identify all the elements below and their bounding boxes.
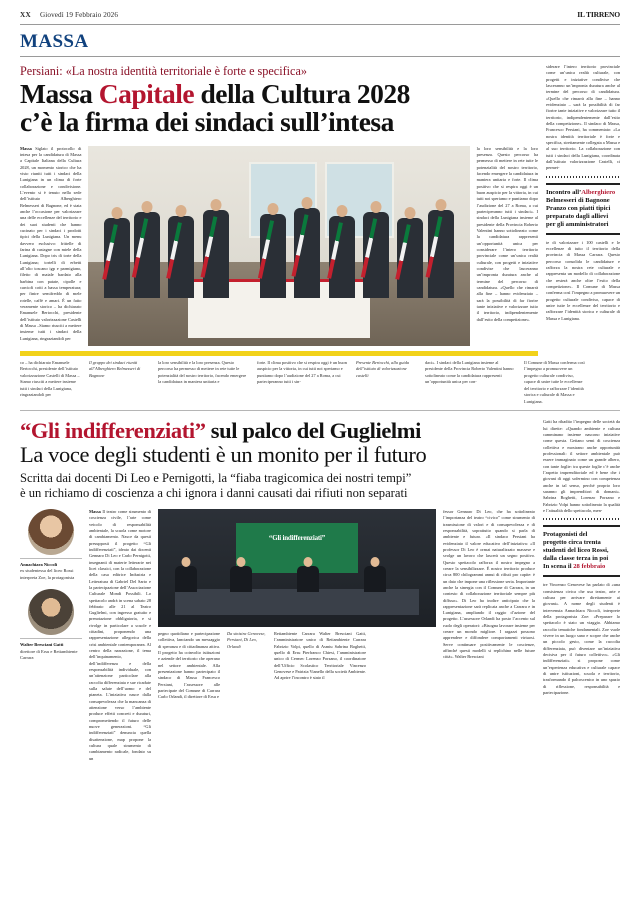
column-text	[477, 146, 538, 323]
boxed2-line-3: studenti del liceo Rossi,	[543, 547, 609, 555]
caption-text: daci». I sindaci della Lunigiana insieme al presidente della Provincia Roberto Valentini hanno sottolineato come la candidatura rappresenti un’opportunità unica per con-	[425, 359, 514, 385]
dateline: Massa	[89, 508, 101, 514]
avatar	[28, 589, 74, 635]
boxed2-line-5-pre: In scena il	[543, 563, 574, 571]
masthead-divider	[20, 24, 620, 25]
boxed-headline-text	[546, 189, 620, 229]
article-main-rail	[546, 64, 620, 346]
article-column-2	[477, 146, 538, 346]
boxed-kicker-pre: Incontro all’	[546, 188, 582, 196]
secondary-column-3	[274, 631, 366, 701]
caption-cell	[158, 360, 250, 406]
caption-cell	[425, 360, 517, 406]
secondary-headline-line-2: La voce degli studenti è un monito per il futuro	[20, 441, 427, 467]
boxed-kicker-red: Alberghiero	[581, 188, 616, 196]
masthead-left	[20, 11, 118, 19]
stage-table	[175, 589, 420, 615]
portrait-caption	[20, 558, 82, 582]
photo-person	[168, 216, 194, 298]
photo-person	[203, 210, 229, 298]
article-photo-stage	[158, 509, 436, 627]
column-text	[89, 509, 151, 762]
article-secondary	[20, 419, 620, 762]
article-main-columns	[20, 146, 538, 346]
rail2-text-top: Gatti ha ribadito l’impegno delle società da lui dirette: «Quando ambiente e cultura camminano insieme nascono iniziative come questa. Gettano semi di coscienza collettiva e mostrano anche opportunità professionali: il settore ambientale può essere immaginato come un grande albero, con tante foglie: tra queste foglie c’è anche l’aspetto imprenditoriale ed è bene che i giovani di oggi sofermino con competenza anche in tal senso, perché proprio loro saranno gli imprenditori di domani». Sabrina Boghetti, Lorenzo Porzano e Fabrizio Volpi hanno sottolineato la qualità e l’attualità dello spettacolo, men-	[543, 419, 620, 513]
column-2-text: la loro sensibilità e la loro presenza. Questo percorso ha permesso di mettere in rete tutte le potenzialità del nostro territorio, facendo emergere la candidatura in maniera unitaria e forte. Il clima positivo che si respira oggi è un buon auspicio per la vittoria, in cui tutti noi speriamo e puntiamo dopo l’audizione del 27 a Roma, a cui parteciperanno tutti i sindaci». I sindaci della Lunigiana insieme al presidente della Provincia Roberto Valentini hanno sottolineato come la candidatura rappresenti un’opportunità unica per considerare l’intero territorio provinciale come un’unica realtà culturale, con progetti e iniziative condivise che lasceranno un’impronta duratura anche al termine del percorso di candidatura. «Quello che rimarrà alla fine – hanno evidenziato – sarà la possibilità di far fiorire tante iniziative e valorizzare tutto il territorio, indipendentemente dall’esito della competizione».	[476, 145, 538, 322]
photo-person	[104, 218, 130, 298]
caption-cell	[524, 360, 586, 406]
headline-line-2: c’è la firma dei sindaci sull’intesa	[20, 106, 394, 138]
photo-caption: Da sinistra Genovese, Persiani, Di Leo, Orlandi	[227, 630, 266, 649]
boxed2-line-4: dalla classe terza in poi	[543, 555, 609, 563]
avatar	[28, 509, 74, 555]
rail2-boxed-headline	[543, 525, 620, 577]
photo-caption: Presente Bertocchi, alla guida dell’istituto di valorizzazione castelli	[356, 359, 409, 378]
article-column-1	[20, 146, 81, 346]
stage-person	[230, 566, 252, 592]
caption-cell	[20, 360, 82, 406]
article-main-body	[20, 64, 538, 346]
stage-person	[175, 566, 197, 592]
portrait-name: Walter Bresciani Gatti	[20, 642, 64, 648]
headline-part-2: della Cultura 2028	[194, 78, 410, 110]
stage-banner	[236, 523, 358, 573]
column-text: Retiambiente Carrara Walter Bresciani Gatti, l’amministratore unico di Retiambiente Carrara Fabrizio Volpi, quello di Asmiu Sabrina Boghetti, quello di Ersu Pierfranco Chiesi, l’amministratore unico di Cermec Lorenzo Porzano, il coordinatore dell’Ufficio Scolastico Territoriale Vincenzo Genovese e Patrizia Vianello della società Ambiente. Ad aprire l’incontro è stato il	[274, 630, 366, 681]
publication-logo: IL TIRRENO	[577, 10, 620, 19]
secondary-headline-rest: sul palco del Guglielmi	[205, 418, 421, 444]
caption-text: forte. Il clima positivo che si respira oggi è un buon auspicio per la vittoria, in cui tutti noi speriamo e puntiamo dopo l’audizione del 27 a Roma, a cui parteciperanno tutti i sin-	[257, 359, 347, 385]
section-divider	[20, 56, 620, 57]
yellow-accent-bar	[20, 351, 538, 356]
column-text	[20, 146, 81, 342]
photo-person	[329, 216, 355, 298]
boxed2-line-1: Protagonisti del	[543, 531, 588, 539]
rail-text-top: siderare l’intero territorio provinciale come un’unica realtà culturale, con progetti e iniziative condivise che lasceranno un’impronta duratura anche al termine del percorso di candidatura. «Quello che rimarrà alla fine – hanno evidenziato – sarà la possibilità di far fiorire tante iniziative e valorizzare tutto il territorio, indipendentemente dall’esito della competizione». Il sindaco di Massa, Francesco Persiani, ha commentato: «La nostra identità territoriale è forte e specifica, strettamente collegata a Massa e al suo territorio. La collaborazione con tutti i sindaci della Lunigiana, coordinata dall’istituto valorizzazione Castelli, ci permet-	[546, 64, 620, 171]
photo-person	[428, 210, 454, 298]
secondary-photo-caption	[227, 631, 267, 701]
caption-strip	[20, 360, 620, 412]
stage-banner-text: “Gli indifferenziati”	[268, 534, 326, 543]
rail2-divider	[543, 518, 620, 520]
boxed2-date: 28 febbraio	[573, 563, 606, 571]
secondary-column-4	[443, 509, 535, 762]
portrait-name: Annachiara Niccoli	[20, 561, 58, 567]
caption-cell	[89, 360, 151, 406]
secondary-column-1-text: Il teatro come strumento di coscienza civile, l’arte come veicolo di responsabilità ambientale, la scuola come motore di cambiamento. Nasce da questi presupposti il progetto “Gli indifferenziati”, ideato dai docenti Gennaro Di Leo e Carlo Pernigotti, insegnanti di materie letterarie nei licei classici, con la collaborazione della casa editrice Industria e Letteratura di Gabriel Del Sarto e la partecipazione dell’Associazione Culturale Mondi Possibili. Lo spettacolo andrà in scena sabato 28 febbraio alle 21 al Teatro Guglielmi, con ingresso gratuito e prenotazione obbligatoria, e si rivolge in particolare a scuole e cittadini, proponendo una rappresentazione allegorica della crisi ambientale contemporanea. Al centro della narrazione, il tema dell’inquinamento, dell’indifferenza e della responsabilità individuale, con un’attenzione particolare alla raccolta differenziata e sue ricadute sulla salute dell’uomo e del pianeta. L’iniziativa nasce dalla consapevolezza che la mancanza di attenzione verso l’ambiente produce effetti concreti e duraturi, compromettendo il futuro delle nuove generazioni. “Gli indifferenziati” denuncia quella disattenzione, map propone la cultura quale strumento di cambiamento radicale, fondato su un	[89, 508, 151, 761]
boxed-line-5: per gli amministratori	[546, 220, 609, 228]
stage-person	[364, 566, 386, 592]
photo-person	[260, 214, 286, 298]
secondary-headline	[20, 419, 535, 443]
page-number: XX	[20, 11, 31, 19]
portrait-role: direttore di Ersu e Retiambiente Carrara	[20, 648, 78, 661]
photo-caption: Il gruppo dei sindaci riuniti all’Alberghiero Belmesseri di Bagnone	[89, 359, 141, 378]
article-secondary-rail	[543, 419, 620, 762]
subhead-line-2: è un richiamo di coscienza a chi ignora i danni causati dai rifiuti non separati	[20, 486, 408, 501]
portrait-caption	[20, 638, 82, 662]
secondary-subhead	[20, 471, 535, 501]
caption-cell	[356, 360, 418, 406]
dateline: Massa	[20, 145, 32, 151]
article-secondary-body	[20, 419, 535, 762]
section-title: MASSA	[20, 31, 89, 52]
photo-person	[363, 212, 389, 298]
photo-person	[294, 208, 320, 298]
rail-boxed-headline	[546, 183, 620, 235]
boxed-line-4: preparato dagli allievi	[546, 212, 609, 220]
portrait-sidebar	[20, 509, 82, 762]
subhead-line-1: Scritta dai docenti Di Leo e Pernigotti, la “fiaba tragicomica dei nostri tempi”	[20, 471, 412, 486]
boxed2-line-2: progetto circa trenta	[543, 539, 601, 547]
article-kicker: Persiani: «La nostra identità territoriale è forte e specifica»	[20, 64, 307, 78]
column-1-text: Siglato il protocollo di intesa per la candidatura di Massa a Capitale Italiana della Cultura 2028, un momento storico che ha visto riuniti tutti i sindaci della Lunigiana in un clima di forte collaborazione e condivisione. L’evento si è tenuto nella sede dell’istituto Alberghiero Belmesseri di Bagnone, ed è stata anche l’occasione per valorizzare una delle eccellenze del territorio e dei suoi studenti che hanno cucinato per i sindaci i prodotti tipici della Lunigiana. Un menu davvero esclusivo: frittelle di farina di castagne con miele della Lunigiana. Dopo tris di torte della Lunigiana; tortelli di erbetti all’olio toscano igp e parmigiano, filetto di maiale bardato alla barbina con patate, cipolle e carciofi cotti a bassa temperatura; per finire semifreddo di mele rotelle, caffè e amari. È un fatto veramente storico – ha dichiarato Emanuele Bertocchi, presidente dell’istituto valorizzazione Castelli di Massa –Siamo riusciti a mettere insieme tutti i sindaci della Lunigiana, ringraziandoli per	[20, 145, 82, 341]
boxed-line-3: Pranzo con piatti tipici	[546, 204, 611, 212]
secondary-columns	[20, 509, 535, 762]
article-headline	[20, 80, 538, 137]
column-text: pegno quotidiano e partecipazione collettiva, lanciando un messaggio di speranza e di cittadinanza attiva. Il progetto ha coinvolto istituzioni e aziende del territorio che operano nel settore ambientale. Alla presentazione hanno partecipato il sindaco di Massa Francesco Persiani, l’assessore alle partecipate del Comune di Carrara Carlo Orlandi, il direttore di Ersu e	[158, 630, 220, 700]
caption-text: la loro sensibilità e la loro presenza. Questo percorso ha permesso di mettere in rete tutte le potenzialità del nostro territorio, facendo emergere la candidatura in maniera unitaria e	[158, 359, 247, 385]
caption-text: Il Comune di Massa conferma così l’impegno a promuovere un progetto culturale condiviso, capace di unire tutte le eccellenze del territorio e rafforzare l’identità storica e culturale di Massa e Lunigiana.	[524, 359, 585, 404]
stage-person	[297, 566, 319, 592]
article-photo-signing	[88, 146, 469, 346]
secondary-photo-block	[158, 509, 436, 762]
secondary-column-2	[158, 631, 220, 701]
article-main	[20, 64, 620, 346]
masthead	[20, 0, 620, 19]
caption-text: co – ha dichiarato Emanuele Bertocchi, presidente dell’istituto valorizzazione Castelli di Massa – Siamo riusciti a mettere insieme tutti i sindaci della Lunigiana, ringraziandoli per	[20, 359, 80, 398]
boxed-line-2: Belmesseri di Bagnone	[546, 196, 610, 204]
photo-person	[134, 212, 160, 298]
column-text: fessor Gennaro Di Leo, che ha sottolineato l’importanza del teatro “civico” come strumento di trasmissione di valori e di consapevolezza e di responsabilità, soprattutto quando si parla di ambiente e futuro. «Il sindaco Persiani ha evidenziato il valore educativo dell’iniziativa: «Il professor Di Leo è ormai naturalizzato massese e svolge un lavoro che lascerà un segno positivo. Questo spettacolo rafforza il nostro impegno a creare la sensibilizzare. È nostro territorio produce circa 800 chilogrammi annui di rifiuti pro capite: è un dato che impone una riflessione seria. Importante anche la sinergia con il Comune di Carrara, in un contesto di collaborazione territoriale sempre più diffuso». Di Leo ha inoltre anticipato che la rappresentazione sarà replicata anche a Carrara e in Lunigiana, ampliando il raggio d’azione del progetto. L’assessore Orlandi ha posto l’accento sul ruolo degli operatori: «Bisogna lavorare insieme per creare un mondo migliore. I ragazzi possono apprendere e diffondere comportamenti virtuosi. Serve continuare positivamente le coscienze, affinché questi modelli si replichino nelle future città». Walter Bresciani	[443, 508, 535, 660]
boxed2-headline-text	[543, 531, 620, 571]
headline-part-1: Massa	[20, 78, 99, 110]
rail2-text-bottom: tre Vincenzo Genovese ha parlato di «una consistenza civica che usa teatro, arte e cultura per arrivare direttamente ai giovani». A nome degli studenti è intervenuta Annachiara Niccoli, interprete della protagonista Zoe: «Preparare lo spettacolo è stato un viaggio. Abbiamo raccolto tematiche fondamentali. Zoe vuole vivere in un luogo sano e scopre che anche un piccolo gesto, come la raccolta differenziata, può diventare un’iniziativa decisiva per il futuro collettivo». «Gli indifferenziati» si propone come un’esperienza educativa e culturale capace di unire istituzioni, scuola e territorio, trasformando il palcoscenico in uno spazio di riflessione, responsabilità e partecipazione.	[543, 582, 620, 695]
headline-highlight: Capitale	[98, 78, 195, 110]
secondary-headline-highlight: “Gli indifferenziati”	[20, 418, 206, 444]
publication-date: Giovedì 19 Febbraio 2026	[39, 11, 119, 19]
photo-person	[397, 218, 423, 298]
rail-divider	[546, 176, 620, 178]
portrait-role: ex studentessa del liceo Rossi interpreta Zoe, la protagonista	[20, 568, 75, 580]
rail-text-bottom: te di valorizzare i 100 castelli e le eccellenze di tutto il territorio della provincia di Massa Carrara. Questo percorso consolida le candidature e rafforza la nostra rete culturale e rappresenta un modello di collaborazione che resterà anche oltre l’esito della competizione». Il Comune di Massa conferma così l’impegno a promuovere un progetto culturale condiviso, capace di unire tutte le eccellenze del territorio e rafforzare l’identità storica e culturale di Massa e Lunigiana.	[546, 239, 620, 321]
secondary-column-1	[89, 509, 151, 762]
caption-cell	[257, 360, 349, 406]
